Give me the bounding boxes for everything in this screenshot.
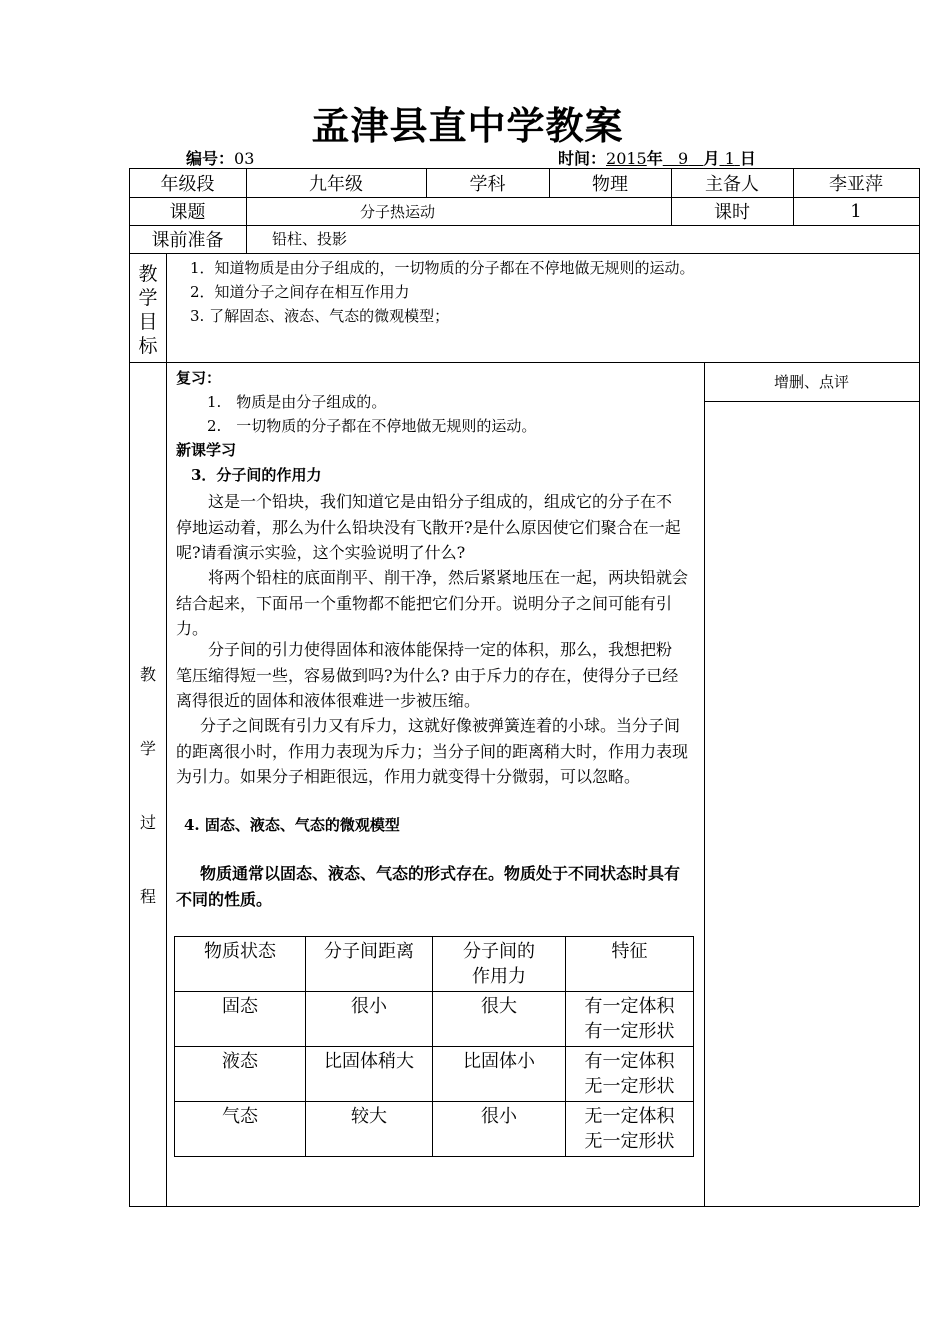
- year-unit: 年: [646, 149, 663, 168]
- paragraph-2: 将两个铅柱的底面削平、削干净，然后紧紧地压在一起，两块铅就会 结合起来，下面吊一个重物都不能把它们分开。说明分子之间可能有引 力。: [176, 568, 689, 638]
- period-value: 1: [850, 200, 862, 222]
- table-row: [175, 992, 694, 1047]
- section3-heading: 3．分子间的作用力: [191, 466, 322, 484]
- time-label: 时间：: [558, 149, 607, 168]
- prep-value: 铅柱、投影: [272, 230, 348, 248]
- table-cell: 较大: [306, 1102, 433, 1157]
- table-cell: 很小: [306, 992, 433, 1047]
- prep-label: 课前准备: [151, 230, 224, 251]
- table-cell: 无一定体积 无一定形状: [566, 1102, 694, 1157]
- topic-value: 分子热运动: [359, 202, 435, 221]
- header-force: 分子间的 作用力: [463, 941, 535, 987]
- table-row: [175, 1047, 694, 1102]
- table-cell: 固态: [175, 992, 306, 1047]
- page-title: 孟津县直中学教案: [311, 104, 624, 148]
- review-heading: 复习：: [176, 369, 222, 387]
- date-year: 2015: [606, 149, 647, 168]
- lesson-number: [186, 146, 254, 169]
- goals-label: 教 学 目 标: [138, 263, 158, 357]
- review-item-2: 2. 一切物质的分子都在不停地做无规则的运动。: [207, 417, 537, 435]
- paragraph-3: 分子间的引力使得固体和液体能保持一定的体积，那么，我想把粉 笔压缩得短一些，容易做到吗?为什么? 由于斥力的存在，使得分子已经 离得很近的固体和液体很难进一步被压缩。: [176, 640, 679, 710]
- table-cell: 有一定体积 无一定形状: [566, 1047, 694, 1102]
- goal-item-3: 3. 了解固态、液态、气态的微观模型；: [190, 307, 450, 325]
- grade-label: 年级段: [160, 173, 215, 195]
- day-unit: 日: [739, 149, 756, 168]
- comment-header: 增删、点评: [773, 373, 849, 391]
- grade-value: 九年级: [309, 173, 363, 195]
- table-cell: 比固体稍大: [306, 1047, 433, 1102]
- process-label: 教 学 过 程: [139, 665, 156, 906]
- period-label: 课时: [714, 202, 750, 223]
- goal-item-2: 2．知道分子之间存在相互作用力: [190, 283, 410, 301]
- new-lesson-heading: 新课学习: [176, 441, 237, 459]
- table-header-cell: [433, 937, 566, 992]
- table-cell: 液态: [175, 1047, 306, 1102]
- table-cell: 很小: [433, 1102, 566, 1157]
- paragraph-4: 分子之间既有引力又有斥力，这就好像被弹簧连着的小球。当分子间 的距离很小时，作用力表现为斥力；当分子间的距离稍大时，作用力表现 为引力。如果分子相距很远，作用力就变得十分微弱，可以忽略。: [176, 716, 689, 786]
- table-header-cell: 特征: [566, 937, 694, 992]
- subject-label: 学科: [469, 173, 506, 195]
- table-header-cell: 分子间距离: [306, 937, 433, 992]
- paragraph-1: 这是一个铅块，我们知道它是由铅分子组成的，组成它的分子在不 停地运动着，那么为什么铅块没有飞散开?是什么原因使它们聚合在一起 呢?请看演示实验，这个实验说明了什么?: [176, 492, 681, 562]
- table-row: [175, 1102, 694, 1157]
- lesson-date: [558, 146, 756, 169]
- table-header-cell: 物质状态: [175, 937, 306, 992]
- topic-label: 课题: [169, 202, 206, 223]
- table-cell: 很大: [433, 992, 566, 1047]
- month-unit: 月: [703, 149, 720, 168]
- states-table: [174, 936, 694, 1157]
- number-label: 编号：: [186, 149, 235, 168]
- date-day: 1: [724, 149, 735, 168]
- table-cell: 气态: [175, 1102, 306, 1157]
- review-item-1: 1. 物质是由分子组成的。: [207, 393, 387, 411]
- section4-heading: 4. 固态、液态、气态的微观模型: [184, 816, 400, 834]
- table-cell: 比固体小: [433, 1047, 566, 1102]
- date-month: 9: [678, 149, 689, 168]
- number-value: 03: [234, 149, 255, 168]
- table-cell: 有一定体积 有一定形状: [566, 992, 694, 1047]
- table-header-row: [175, 937, 694, 992]
- section4-intro: 物质通常以固态、液态、气态的形式存在。物质处于不同状态时具有 不同的性质。: [176, 864, 681, 909]
- goal-item-1: 1．知道物质是由分子组成的，一切物质的分子都在不停地做无规则的运动。: [190, 259, 695, 277]
- preparer-value: 李亚萍: [829, 173, 883, 195]
- subject-value: 物理: [592, 173, 628, 195]
- preparer-label: 主备人: [705, 173, 759, 195]
